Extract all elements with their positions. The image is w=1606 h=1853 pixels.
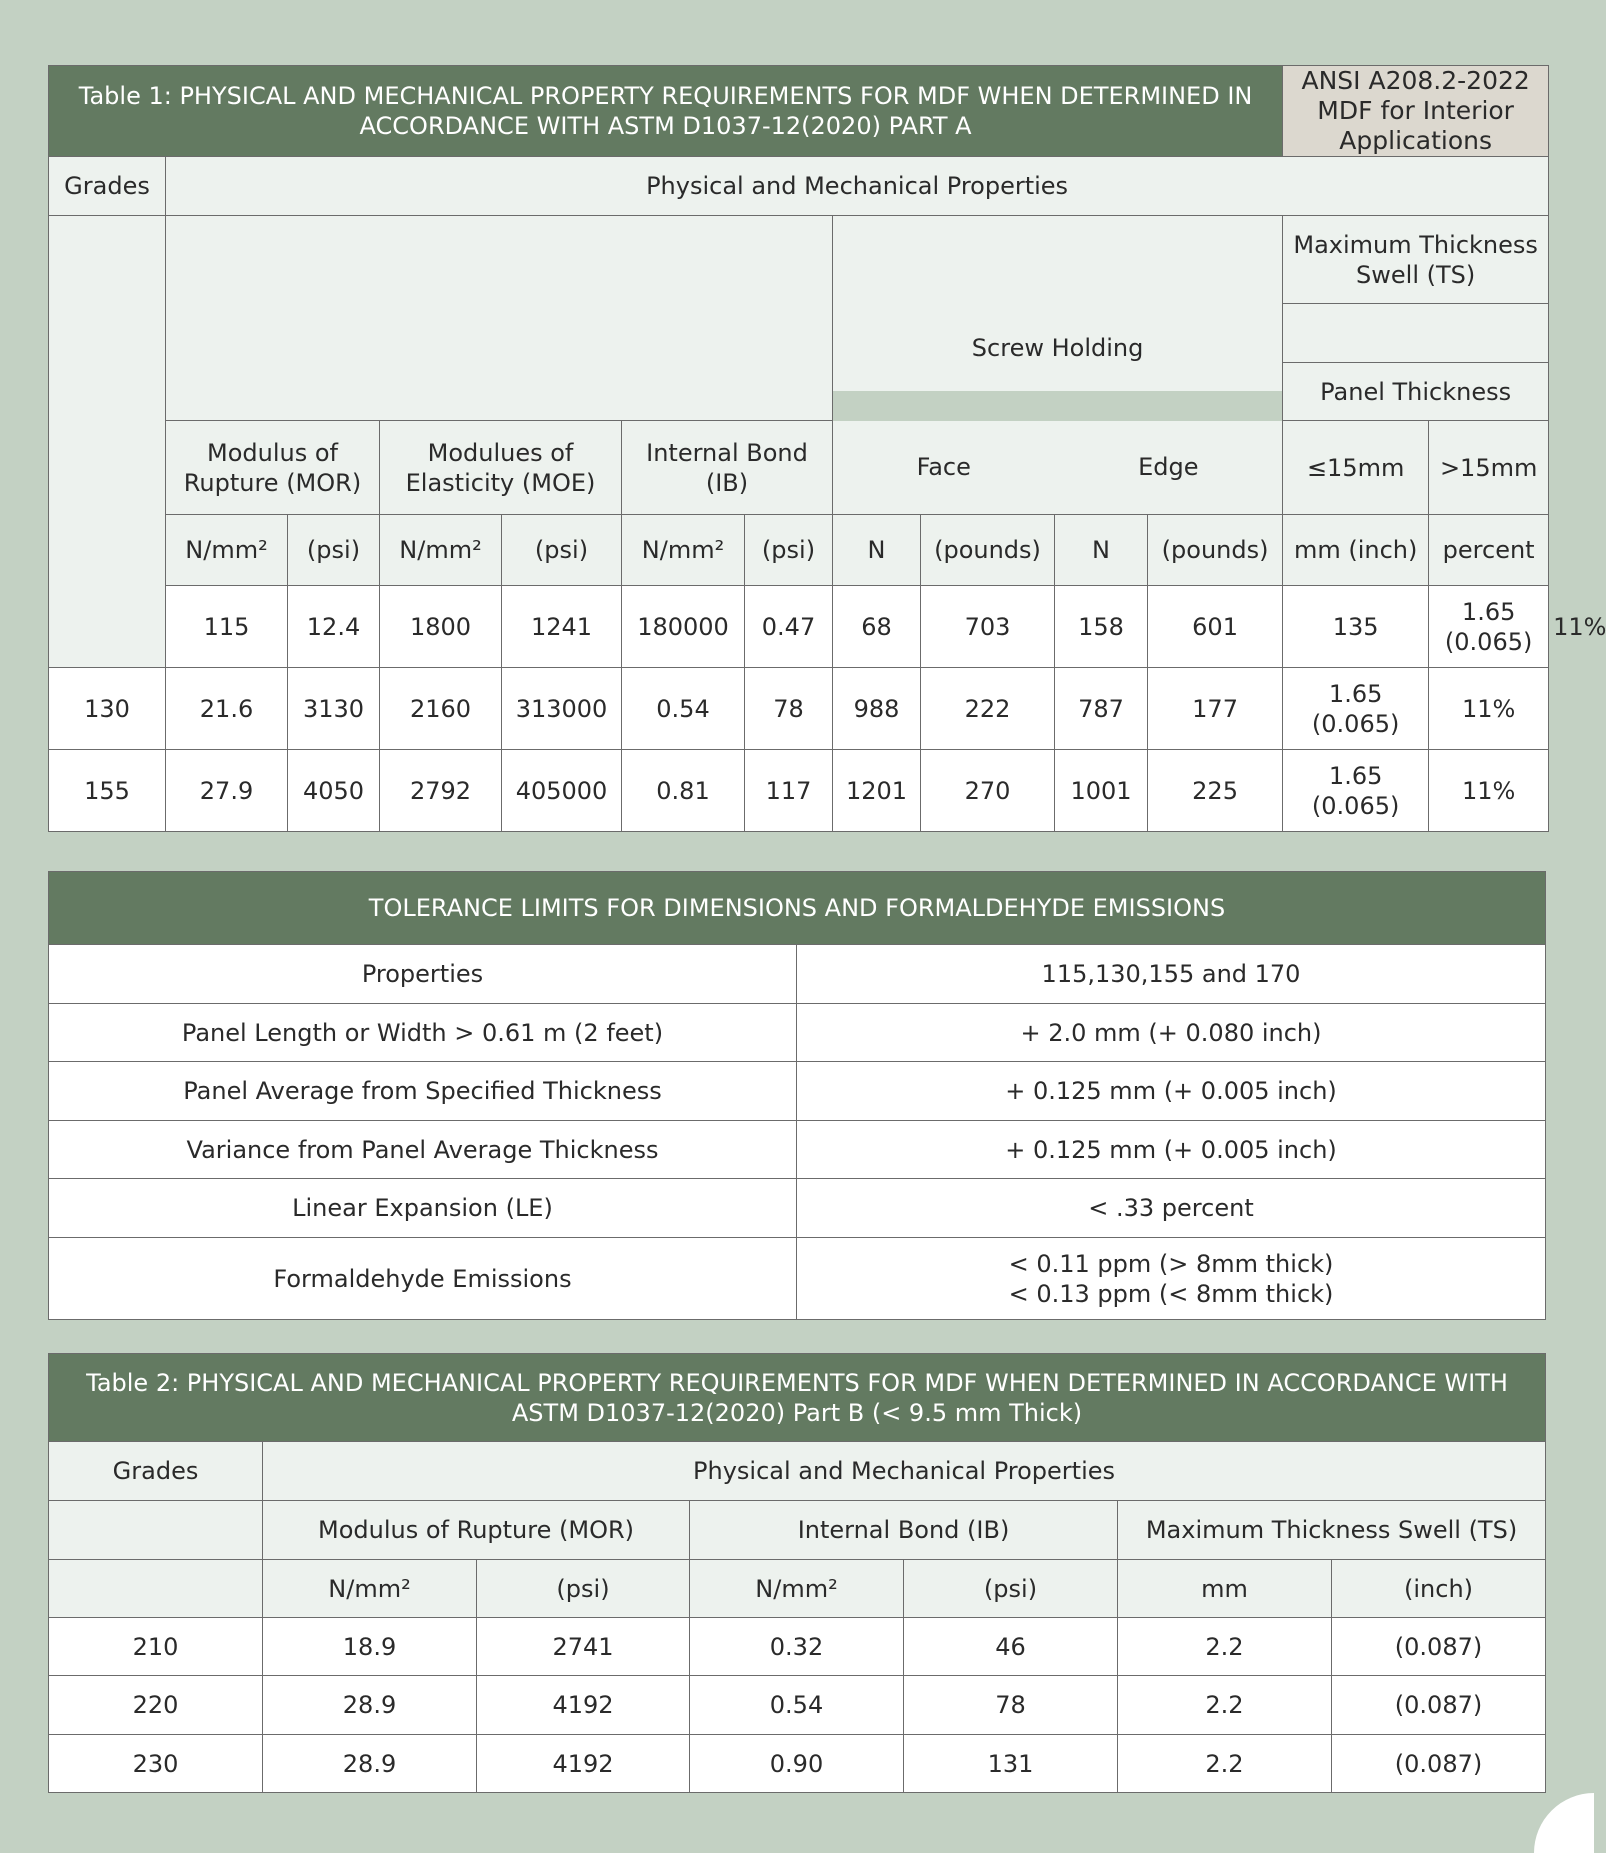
grades-spacer <box>49 216 166 668</box>
value-cell: 158 <box>1055 586 1148 668</box>
value-cell: 4050 <box>288 750 380 832</box>
unit-cell: N <box>1055 515 1148 586</box>
grades-header: Grades <box>49 1442 263 1501</box>
table-1-title: Table 1: PHYSICAL AND MECHANICAL PROPERTY REQUIREMENTS FOR MDF WHEN DETERMINED IN ACCORDANCE WITH ASTM D1037-12(2020) PART A <box>49 66 1283 157</box>
value-cell: 270 <box>921 750 1055 832</box>
value-cell: 3130 <box>288 668 380 750</box>
table-row <box>49 668 1549 750</box>
unit-cell: (psi) <box>477 1560 690 1618</box>
grades-spacer <box>49 1560 263 1618</box>
value-cell: + 2.0 mm (+ 0.080 inch) <box>797 1004 1546 1062</box>
value-cell: 4192 <box>477 1676 690 1735</box>
panel-thickness-header: Panel Thickness <box>1283 363 1549 421</box>
unit-cell: N/mm² <box>380 515 502 586</box>
property-cell: Variance from Panel Average Thickness <box>49 1121 797 1179</box>
value-cell: 405000 <box>502 750 622 832</box>
value-cell: 2160 <box>380 668 502 750</box>
face-header: Face <box>833 421 1055 515</box>
value-cell: < 0.11 ppm (> 8mm thick) < 0.13 ppm (< 8mm thick) <box>797 1238 1546 1320</box>
value-cell: 1241 <box>502 586 622 668</box>
value-cell: 787 <box>1055 668 1148 750</box>
grades-col-header: 115,130,155 and 170 <box>797 945 1546 1004</box>
value-cell: 46 <box>904 1618 1118 1676</box>
unit-cell: (psi) <box>904 1560 1118 1618</box>
property-cell: Panel Average from Specified Thickness <box>49 1062 797 1121</box>
value-cell: 11% <box>1429 750 1549 832</box>
value-cell: 180000 <box>622 586 745 668</box>
value-cell: 1.65 (0.065) <box>1283 668 1429 750</box>
value-cell: 1.65 (0.065) <box>1283 750 1429 832</box>
unit-cell: mm (inch) <box>1283 515 1429 586</box>
grade-cell: 155 <box>49 750 166 832</box>
value-cell: 12.4 <box>288 586 380 668</box>
value-cell: 222 <box>921 668 1055 750</box>
table-row <box>49 1618 1546 1676</box>
properties-spacer <box>166 216 833 421</box>
ib-header: Internal Bond (IB) <box>690 1501 1118 1560</box>
value-cell: (0.087) <box>1332 1676 1546 1735</box>
property-cell: Linear Expansion (LE) <box>49 1179 797 1238</box>
value-cell: 0.54 <box>622 668 745 750</box>
properties-col-header: Properties <box>49 945 797 1004</box>
unit-cell: (psi) <box>502 515 622 586</box>
value-cell: 2.2 <box>1118 1735 1332 1793</box>
value-cell: 2.2 <box>1118 1676 1332 1735</box>
value-cell: + 0.125 mm (+ 0.005 inch) <box>797 1121 1546 1179</box>
moe-header: Modulues of Elasticity (MOE) <box>380 421 622 515</box>
value-cell: 0.90 <box>690 1735 904 1793</box>
value-cell: 135 <box>1283 586 1429 668</box>
unit-cell: mm <box>1118 1560 1332 1618</box>
unit-cell: N/mm² <box>263 1560 477 1618</box>
properties-header: Physical and Mechanical Properties <box>166 157 1549 216</box>
grades-header: Grades <box>49 157 166 216</box>
value-cell: 27.9 <box>166 750 288 832</box>
grade-cell: 115 <box>166 586 288 668</box>
unit-cell: (pounds) <box>921 515 1055 586</box>
value-cell: 78 <box>745 668 833 750</box>
value-cell: 28.9 <box>263 1735 477 1793</box>
table-row <box>49 1062 1546 1121</box>
table-2-part-b <box>48 1353 1546 1793</box>
unit-cell: N/mm² <box>166 515 288 586</box>
table-row <box>49 1121 1546 1179</box>
value-cell: 0.54 <box>690 1676 904 1735</box>
value-cell: 117 <box>745 750 833 832</box>
grade-cell: 210 <box>49 1618 263 1676</box>
value-cell: 2741 <box>477 1618 690 1676</box>
value-cell: 68 <box>833 586 921 668</box>
grade-cell: 130 <box>49 668 166 750</box>
value-cell: (0.087) <box>1332 1618 1546 1676</box>
grade-cell: 220 <box>49 1676 263 1735</box>
value-cell: 1201 <box>833 750 921 832</box>
page-corner <box>1534 1793 1594 1853</box>
unit-cell: percent <box>1429 515 1549 586</box>
properties-header: Physical and Mechanical Properties <box>263 1442 1546 1501</box>
table-row <box>49 1735 1546 1793</box>
screw-holding-header: Screw Holding <box>833 333 1283 391</box>
value-cell: 2.2 <box>1118 1618 1332 1676</box>
value-cell: 601 <box>1148 586 1283 668</box>
value-cell: 1001 <box>1055 750 1148 832</box>
value-cell: 4192 <box>477 1735 690 1793</box>
table-row: 115 12.4 1800 1241 180000 0.47 68 703 158 601 135 1.65 (0.065) 11% <box>49 586 1549 668</box>
unit-cell: (inch) <box>1332 1560 1546 1618</box>
tolerance-limits-table <box>48 871 1546 1320</box>
max-ts-header: Maximum Thickness Swell (TS) <box>1283 216 1549 304</box>
table-1-part-a <box>48 65 1606 832</box>
unit-cell: N/mm² <box>690 1560 904 1618</box>
value-cell: 0.32 <box>690 1618 904 1676</box>
max-ts-spacer <box>1283 304 1549 363</box>
value-cell: 0.47 <box>745 586 833 668</box>
value-cell: 225 <box>1148 750 1283 832</box>
unit-cell: (psi) <box>745 515 833 586</box>
value-cell: 2792 <box>380 750 502 832</box>
unit-cell: (psi) <box>288 515 380 586</box>
value-cell: (0.087) <box>1332 1735 1546 1793</box>
mor-header: Modulus of Rupture (MOR) <box>166 421 380 515</box>
standard-label: ANSI A208.2-2022 MDF for Interior Applications <box>1283 66 1549 157</box>
value-cell: 703 <box>921 586 1055 668</box>
table-row <box>49 1004 1546 1062</box>
unit-cell: (pounds) <box>1148 515 1283 586</box>
value-cell: 177 <box>1148 668 1283 750</box>
gt15-header: >15mm <box>1429 421 1549 515</box>
value-cell: 1800 <box>380 586 502 668</box>
table-row <box>49 750 1549 832</box>
edge-header: Edge <box>1055 421 1283 515</box>
value-cell: 78 <box>904 1676 1118 1735</box>
grades-spacer <box>49 1501 263 1560</box>
table-row <box>49 1238 1546 1320</box>
table-row <box>49 1676 1546 1735</box>
table-2-title: Table 2: PHYSICAL AND MECHANICAL PROPERTY REQUIREMENTS FOR MDF WHEN DETERMINED IN ACCORDANCE WITH ASTM D1037-12(2020) Part B (< 9.5 mm Thick) <box>49 1354 1546 1442</box>
value-cell: 28.9 <box>263 1676 477 1735</box>
value-cell: 11% <box>1429 668 1549 750</box>
le15-header: ≤15mm <box>1283 421 1429 515</box>
value-cell: 313000 <box>502 668 622 750</box>
value-cell: 18.9 <box>263 1618 477 1676</box>
value-cell: 0.81 <box>622 750 745 832</box>
ib-header: Internal Bond (IB) <box>622 421 833 515</box>
mor-header: Modulus of Rupture (MOR) <box>263 1501 690 1560</box>
unit-cell: N/mm² <box>622 515 745 586</box>
property-cell: Panel Length or Width > 0.61 m (2 feet) <box>49 1004 797 1062</box>
value-cell: 131 <box>904 1735 1118 1793</box>
tolerance-title: TOLERANCE LIMITS FOR DIMENSIONS AND FORMALDEHYDE EMISSIONS <box>49 872 1546 945</box>
unit-cell: N <box>833 515 921 586</box>
value-cell: + 0.125 mm (+ 0.005 inch) <box>797 1062 1546 1121</box>
grade-cell: 230 <box>49 1735 263 1793</box>
value-cell: 21.6 <box>166 668 288 750</box>
table-row <box>49 1179 1546 1238</box>
property-cell: Formaldehyde Emissions <box>49 1238 797 1320</box>
value-cell: < .33 percent <box>797 1179 1546 1238</box>
value-cell: 988 <box>833 668 921 750</box>
max-ts-header: Maximum Thickness Swell (TS) <box>1118 1501 1546 1560</box>
value-cell: 1.65 (0.065) <box>1429 586 1549 668</box>
